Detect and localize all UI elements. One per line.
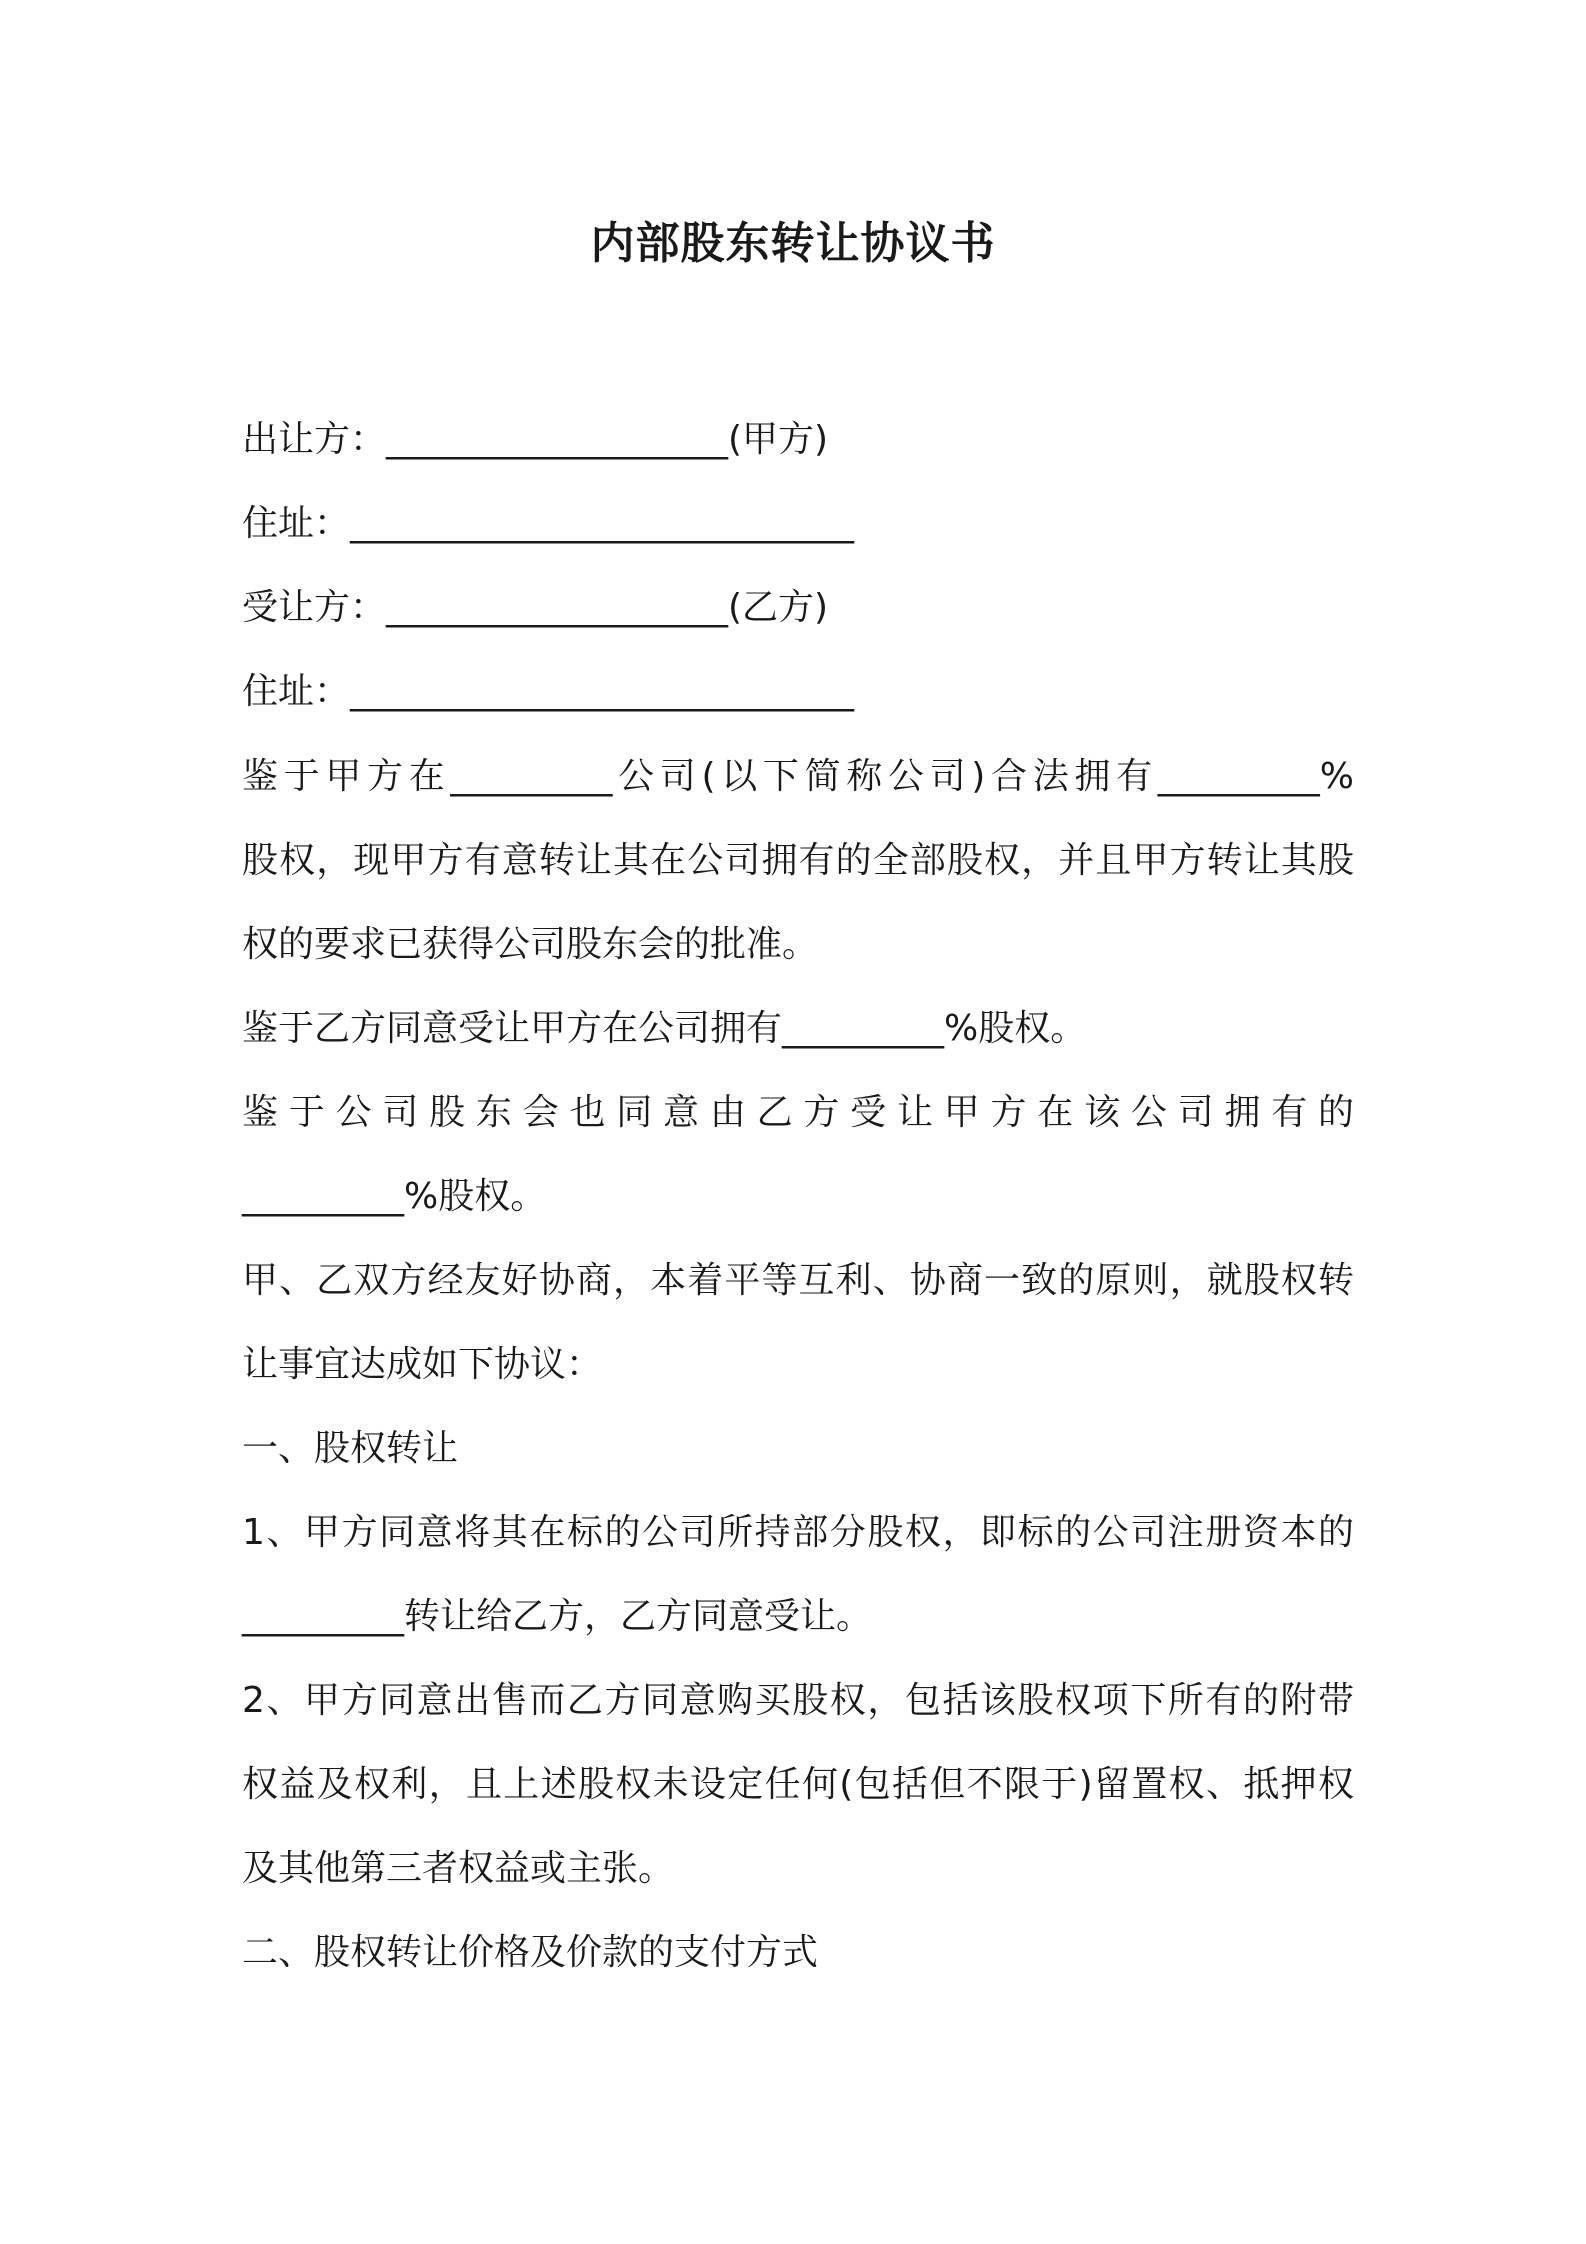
clause-1-line-2: _________转让给乙方，乙方同意受让。 xyxy=(242,1596,873,1637)
recital-1-line-1: 鉴于甲方在_________公司(以下简称公司)合法拥有_________% xyxy=(242,756,1354,797)
transferee-line: 受让方：___________________(乙方) xyxy=(242,587,829,628)
agreement-intro-line-1: 甲、乙双方经友好协商，本着平等互利、协商一致的原则，就股权转 xyxy=(242,1260,1354,1301)
transferor-address-line: 住址：____________________________ xyxy=(242,503,855,544)
clause-1-line-1: 1、甲方同意将其在标的公司所持部分股权，即标的公司注册资本的 xyxy=(242,1512,1354,1553)
transferor-line: 出让方：___________________(甲方) xyxy=(242,419,829,460)
recital-1-line-2: 股权，现甲方有意转让其在公司拥有的全部股权，并且甲方转让其股 xyxy=(242,840,1354,881)
section-2-heading: 二、股权转让价格及价款的支付方式 xyxy=(242,1932,819,1973)
recital-3-line-1: 鉴于公司股东会也同意由乙方受让甲方在该公司拥有的 xyxy=(242,1092,1354,1133)
transferee-address-line: 住址：____________________________ xyxy=(242,671,855,712)
recital-3-line-2: _________%股权。 xyxy=(242,1176,547,1217)
clause-2-line-1: 2、甲方同意出售而乙方同意购买股权，包括该股权项下所有的附带 xyxy=(242,1680,1354,1721)
recital-2-line: 鉴于乙方同意受让甲方在公司拥有_________%股权。 xyxy=(242,1008,1087,1049)
recital-1-line-3: 权的要求已获得公司股东会的批准。 xyxy=(242,924,819,965)
clause-2-line-2: 权益及权利，且上述股权未设定任何(包括但不限于)留置权、抵押权 xyxy=(242,1764,1354,1805)
document-title: 内部股东转让协议书 xyxy=(590,218,996,269)
agreement-intro-line-2: 让事宜达成如下协议： xyxy=(242,1344,603,1385)
section-1-heading: 一、股权转让 xyxy=(242,1428,459,1469)
clause-2-line-3: 及其他第三者权益或主张。 xyxy=(242,1848,675,1889)
